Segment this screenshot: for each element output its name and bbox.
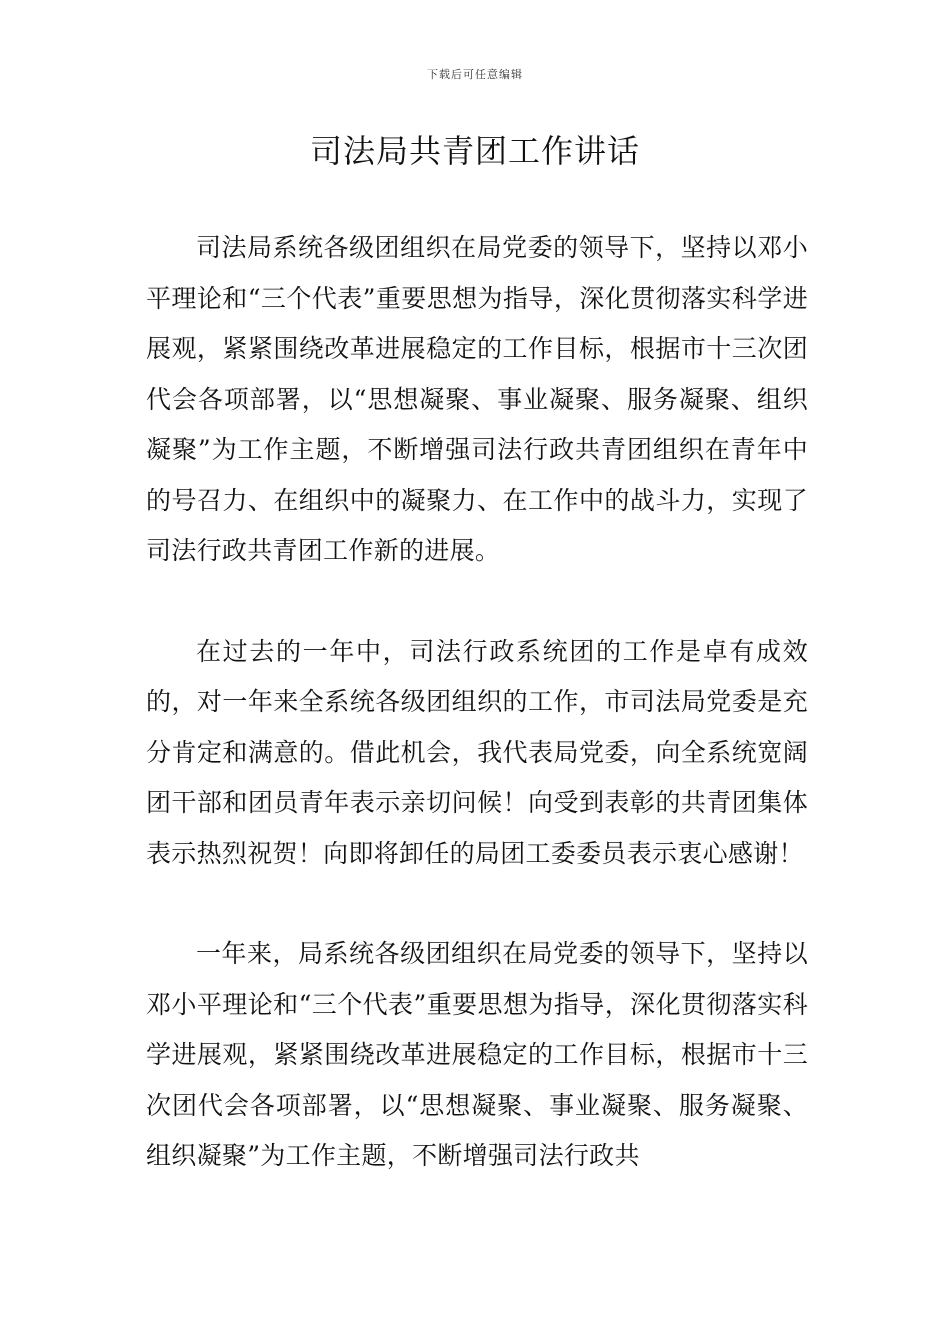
paragraph-3: 一年来，局系统各级团组织在局党委的领导下，坚持以邓小平理论和“三个代表”重要思想为指导，深化贯彻落实科学进展观，紧紧围绕改革进展稳定的工作目标，根据市十三次团代会各项部署，以“思想凝聚、事业凝聚、服务凝聚、组织凝聚”为工作主题，不断增强司法行政共 (146, 939, 808, 1170)
document-body (146, 223, 808, 1232)
header-note: 下载后可任意编辑 (427, 68, 523, 81)
paragraph-2: 在过去的一年中，司法行政系统团的工作是卓有成效的，对一年来全系统各级团组织的工作，市司法局党委是充分肯定和满意的。借此机会，我代表局党委，向全系统宽阔团干部和团员青年表示亲切问候！向受到表彰的共青团集体表示热烈祝贺！向即将卸任的局团工委委员表示衷心感谢！ (146, 636, 808, 868)
document-title: 司法局共青团工作讲话 (309, 132, 640, 170)
paragraph-1: 司法局系统各级团组织在局党委的领导下，坚持以邓小平理论和“三个代表”重要思想为指导，深化贯彻落实科学进展观，紧紧围绕改革进展稳定的工作目标，根据市十三次团代会各项部署，以“思想凝聚、事业凝聚、服务凝聚、组织凝聚”为工作主题，不断增强司法行政共青团组织在青年中的号召力、在组织中的凝聚力、在工作中的战斗力，实现了司法行政共青团工作新的进展。 (146, 233, 808, 565)
